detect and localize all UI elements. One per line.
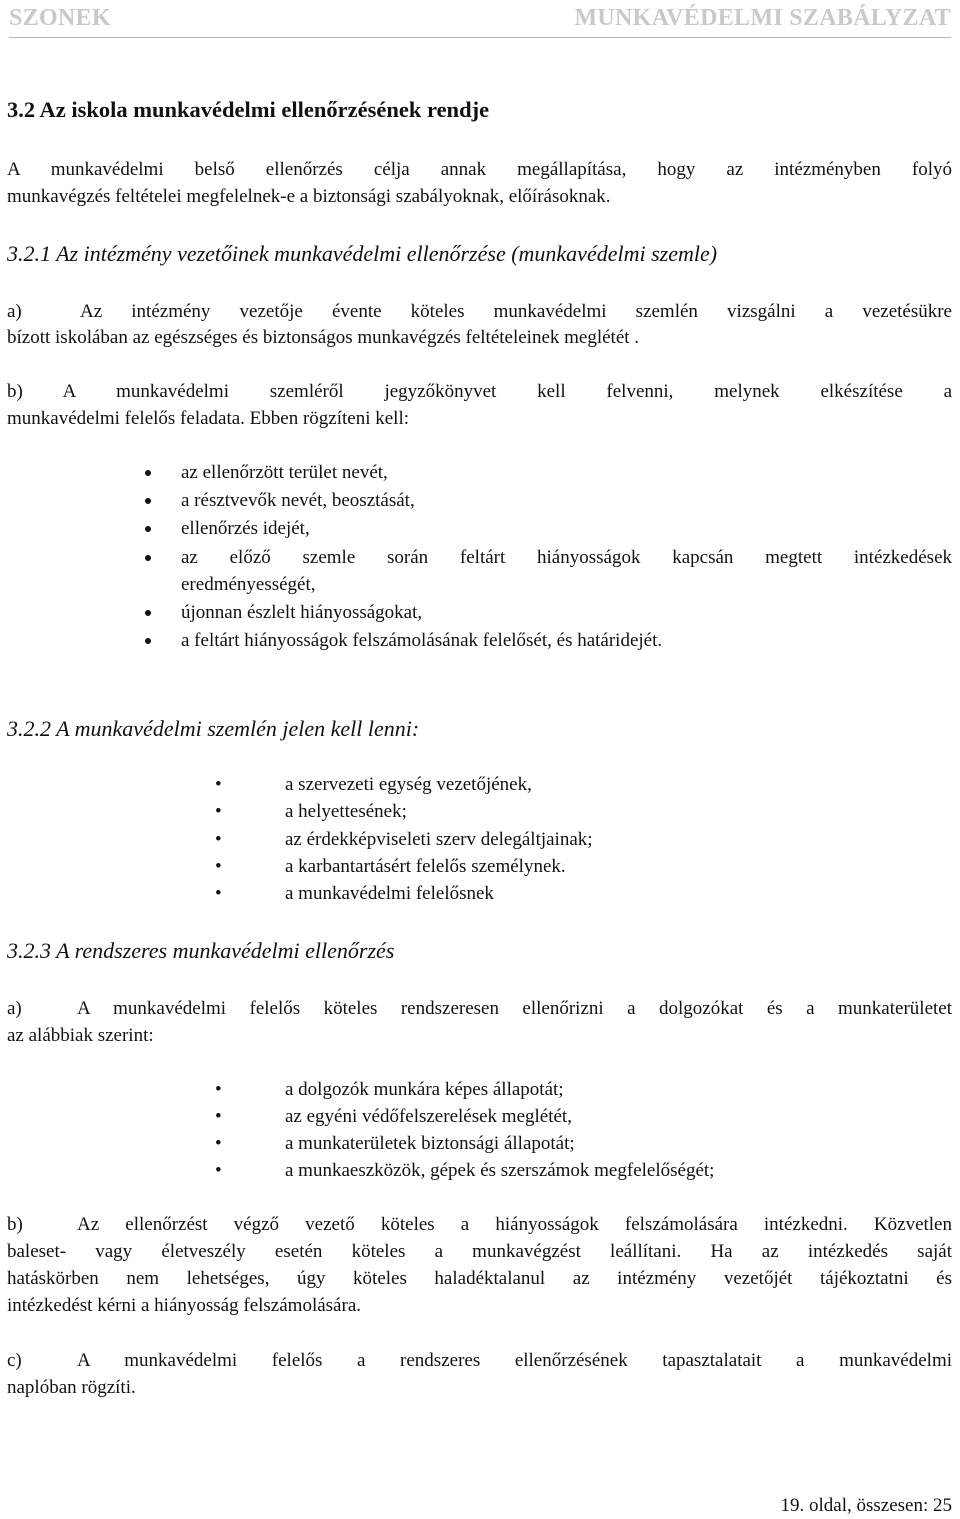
section-heading-3-2-2: 3.2.2 A munkavédelmi szemlén jelen kell lenni: — [7, 716, 420, 741]
inspection-item: a munkaterületek biztonsági állapotát; — [285, 1133, 575, 1154]
bullet-icon: • — [215, 883, 222, 904]
intro-line-1: A munkavédelmi belső ellenőrzés célja annak megállapítása, hogy az intézményben folyó — [7, 159, 952, 180]
paragraph-3a-label: a) — [7, 998, 22, 1019]
attendee-item: az érdekképviseleti szerv delegáltjainak; — [285, 829, 593, 850]
bullet-dot-icon — [145, 498, 151, 504]
paragraph-3b-line-3: hatáskörben nem lehetséges, úgy köteles haladéktalanul az intézmény vezetőjét tájékoztatni és — [7, 1268, 952, 1289]
checklist-item: a résztvevők nevét, beosztását, — [181, 490, 415, 511]
attendee-item: a szervezeti egység vezetőjének, — [285, 774, 532, 795]
bullet-icon: • — [215, 1133, 222, 1154]
bullet-icon: • — [215, 1160, 222, 1181]
attendee-item: a munkavédelmi felelősnek — [285, 883, 494, 904]
inspection-item: a dolgozók munkára képes állapotát; — [285, 1079, 564, 1100]
checklist-item: az előző szemle során feltárt hiányosságok kapcsán megtett intézkedések — [181, 547, 952, 568]
bullet-dot-icon — [145, 610, 151, 616]
inspection-item: az egyéni védőfelszerelések meglétét, — [285, 1106, 572, 1127]
bullet-icon: • — [215, 856, 222, 877]
checklist-item: a feltárt hiányosságok felszámolásának felelősét, és határidejét. — [181, 630, 663, 651]
page-header — [9, 3, 951, 38]
intro-line-2: munkavégzés feltételei megfelelnek-e a biztonsági szabályoknak, előírásoknak. — [7, 186, 611, 207]
paragraph-3c-label: c) — [7, 1350, 22, 1371]
paragraph-3c-line-1 — [7, 1347, 952, 1374]
paragraph-3c-line-2: naplóban rögzíti. — [7, 1377, 136, 1398]
paragraph-3b-line-4: intézkedést kérni a hiányosság felszámolására. — [7, 1295, 361, 1316]
paragraph-a-label: a) — [7, 301, 22, 322]
paragraph-b-line-1: b) A munkavédelmi szemléről jegyzőkönyvet kell felvenni, melynek elkészítése a — [7, 381, 952, 402]
bullet-icon: • — [215, 1079, 222, 1100]
checklist-item: újonnan észlelt hiányosságokat, — [181, 602, 423, 623]
bullet-icon: • — [215, 801, 222, 822]
attendee-item: a helyettesének; — [285, 801, 407, 822]
checklist-item: az ellenőrzött terület nevét, — [181, 462, 388, 483]
bullet-dot-icon — [145, 638, 151, 644]
paragraph-3b-line-2: baleset- vagy életveszély esetén köteles a munkavégzést leállítani. Ha az intézkedés saját — [7, 1241, 952, 1262]
bullet-icon: • — [215, 1106, 222, 1127]
paragraph-3b-line-1 — [7, 1211, 952, 1238]
paragraph-3a-line-1 — [7, 995, 952, 1022]
paragraph-a-line-2: bízott iskolában az egészséges és biztonságos munkavégzés feltételeinek meglétét . — [7, 327, 640, 348]
header-org-name: SZONEK — [9, 5, 111, 31]
bullet-dot-icon — [145, 555, 151, 561]
bullet-dot-icon — [145, 526, 151, 532]
page-number: 19. oldal, összesen: 25 — [780, 1495, 952, 1516]
paragraph-3c-text-1: A munkavédelmi felelős a rendszeres ellenőrzésének tapasztalatait a munkavédelmi — [77, 1350, 952, 1371]
checklist-item-continuation: eredményességét, — [181, 574, 316, 595]
section-heading-3-2: 3.2 Az iskola munkavédelmi ellenőrzésének rendje — [7, 97, 490, 122]
paragraph-3b-label: b) — [7, 1214, 23, 1235]
bullet-icon: • — [215, 829, 222, 850]
paragraph-3b-text-1: Az ellenőrzést végző vezető köteles a hiányosságok felszámolására intézkedni. Közvetlen — [77, 1214, 952, 1235]
paragraph-3a-line-2: az alábbiak szerint: — [7, 1025, 154, 1046]
section-heading-3-2-1: 3.2.1 Az intézmény vezetőinek munkavédelmi ellenőrzése (munkavédelmi szemle) — [7, 241, 718, 266]
paragraph-a-text-1: Az intézmény vezetője évente köteles munkavédelmi szemlén vizsgálni a vezetésükre — [80, 301, 952, 322]
paragraph-3a-text-1: A munkavédelmi felelős köteles rendszeresen ellenőrizni a dolgozókat és a munkaterületet — [77, 998, 952, 1019]
bullet-icon: • — [215, 774, 222, 795]
checklist-item: ellenőrzés idejét, — [181, 518, 310, 539]
section-heading-3-2-3: 3.2.3 A rendszeres munkavédelmi ellenőrzés — [7, 938, 395, 963]
attendee-item: a karbantartásért felelős személynek. — [285, 856, 566, 877]
header-document-title: MUNKAVÉDELMI SZABÁLYZAT — [574, 5, 951, 31]
paragraph-b-line-2: munkavédelmi felelős feladata. Ebben rögzíteni kell: — [7, 408, 410, 429]
bullet-dot-icon — [145, 470, 151, 476]
paragraph-a-line-1 — [7, 298, 952, 325]
inspection-item: a munkaeszközök, gépek és szerszámok megfelelőségét; — [285, 1160, 715, 1181]
